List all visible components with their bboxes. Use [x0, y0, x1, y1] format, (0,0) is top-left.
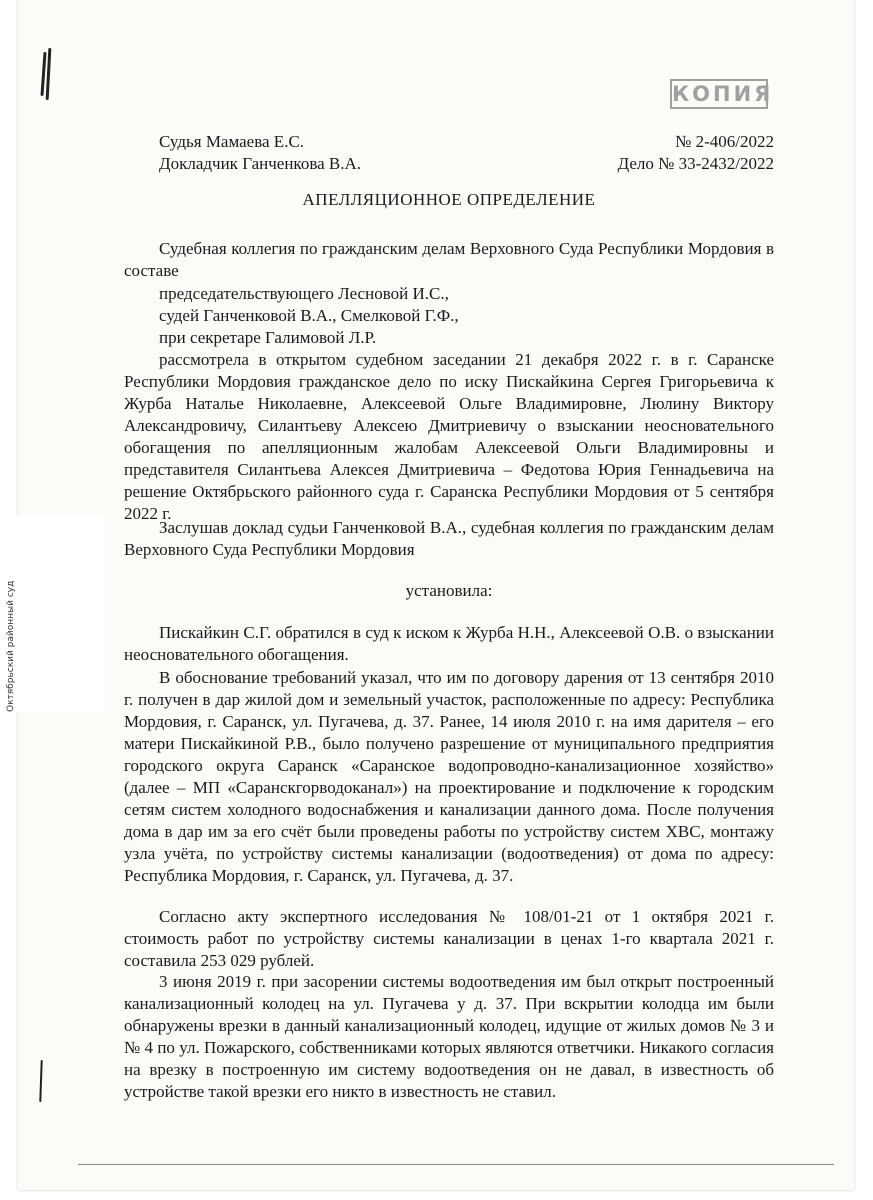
body-paragraph-3: Согласно акту экспертного исследования № 108/01-21 от 1 октября 2021 г. стоимость работ по устройству системы канализации в ценах 1-го квартала 2021 г. составила 253 029 рублей. [124, 907, 774, 970]
appeal-case-number: Дело № 33-2432/2022 [617, 154, 774, 173]
intro-paragraph: Судебная коллегия по гражданским делам Верховного Суда Республики Мордовия в составе [124, 239, 774, 280]
court-side-label-text: Октябрьский районный суд [6, 580, 16, 712]
judge-line: Судья Мамаева Е.С. [159, 132, 305, 151]
established-heading: установила: [405, 581, 493, 600]
presiding-judge: председательствующего Лесновой И.С., [159, 284, 449, 303]
copy-stamp: КОПИЯ [670, 79, 768, 109]
reporter-line: Докладчик Ганченкова В.А. [159, 154, 362, 173]
panel-judges: судей Ганченковой В.А., Смелковой Г.Ф., [159, 306, 459, 325]
body-paragraph-4: 3 июня 2019 г. при засорении системы водоотведения им был открыт построенный канализационный колодец на ул. Пугачева у д. 37. При вскрытии колодца им были обнаружены врезки в данный канализационный колодец, идущие от жилых домов № 3 и № 4 по ул. Пожарского, собственниками которых являются ответчики. Никакого согласия на врезку в построенную им систему водоотведения он не давал, в известность об устройстве такой врезки его никто в известность не ставил. [124, 972, 774, 1101]
court-secretary: при секретаре Галимовой Л.Р. [159, 328, 377, 347]
first-instance-case-number: № 2-406/2022 [675, 132, 774, 151]
court-side-label [0, 516, 104, 712]
bottom-rule [78, 1164, 834, 1165]
page-title: АПЕЛЛЯЦИОННОЕ ОПРЕДЕЛЕНИЕ [302, 190, 596, 209]
consideration-paragraph: рассмотрела в открытом судебном заседании 21 декабря 2022 г. в г. Саранске Республики Мордовия гражданское дело по иску Пискайкина Сергея Григорьевича к Журба Наталье Николаевне, Алексеевой Ольге Владимировне, Люлину Виктору Александровичу, Силантьеву Алексею Дмитриевичу о взыскании неосновательного обогащения по апелляционным жалобам Алексеевой Ольги Владимировны и представителя Силантьева Алексея Дмитриевича – Федотова Юрия Геннадьевича на решение Октябрьского районного суда г. Саранска Республики Мордовия от 5 сентября 2022 г. [124, 350, 774, 523]
margin-mark-bottom [39, 1060, 42, 1102]
body-paragraph-1: Пискайкин С.Г. обратился в суд к иском к Журба Н.Н., Алексеевой О.В. о взыскании неосновательного обогащения. [124, 623, 774, 664]
report-paragraph: Заслушав доклад судьи Ганченковой В.А., судебная коллегия по гражданским делам Верховного Суда Республики Мордовия [124, 518, 774, 559]
body-paragraph-2: В обоснование требований указал, что им по договору дарения от 13 сентября 2010 г. получен в дар жилой дом и земельный участок, расположенные по адресу: Республика Мордовия, г. Саранск, ул. Пугачева, д. 37. Ранее, 14 июля 2010 г. на имя дарителя – его матери Пискайкиной Р.В., было получено разрешение от муниципального предприятия городского округа Саранск «Саранское водопроводно-канализационное хозяйство» (далее – МП «Саранскгорводоканал») на проектирование и подключение к городским сетям систем холодного водоснабжения и канализации данного дома. После получения дома в дар им за его счёт были проведены работы по устройству систем ХВС, монтажу узла учёта, по устройству системы канализации (водоотведения) от дома по адресу: Республика Мордовия, г. Саранск, ул. Пугачева, д. 37. [124, 668, 774, 885]
margin-mark-right [46, 48, 52, 100]
